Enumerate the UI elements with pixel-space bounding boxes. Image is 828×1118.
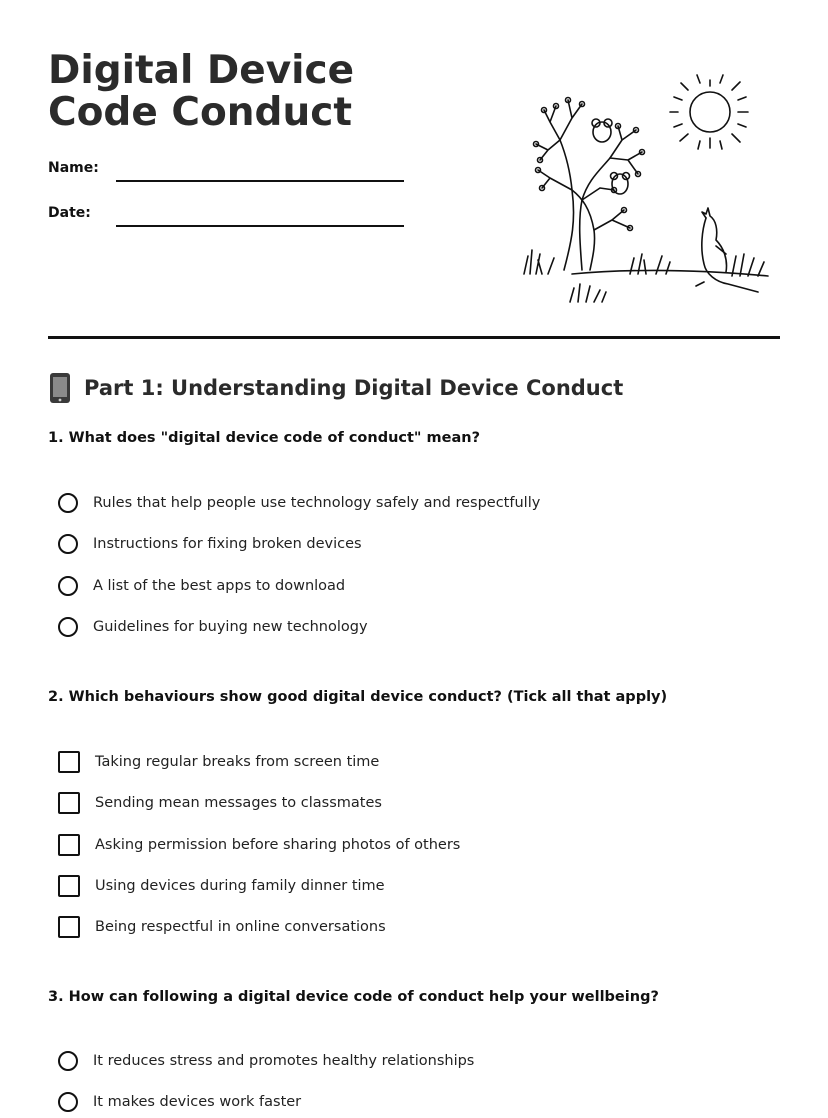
kangaroo-icon — [696, 208, 758, 292]
checkbox[interactable] — [58, 751, 80, 773]
option-label: Sending mean messages to classmates — [95, 795, 382, 811]
q3-option-1[interactable] — [58, 1048, 474, 1074]
sun-icon — [670, 75, 748, 149]
question-3: 3. How can following a digital device code of conduct help your wellbeing? — [48, 989, 659, 1005]
q1-option-3[interactable] — [58, 573, 345, 599]
part1-title: Part 1: Understanding Digital Device Conduct — [84, 376, 624, 400]
option-label: A list of the best apps to download — [93, 578, 346, 594]
name-field[interactable] — [116, 180, 404, 182]
option-label: It reduces stress and promotes healthy relationships — [93, 1053, 475, 1069]
option-label: Taking regular breaks from screen time — [95, 754, 380, 770]
section-divider — [48, 336, 780, 339]
grass-icon — [524, 250, 768, 302]
worksheet-title: Digital Device Code Conduct — [48, 48, 355, 135]
radio-button[interactable] — [58, 576, 78, 596]
option-label: Guidelines for buying new technology — [93, 619, 368, 635]
q1-option-2[interactable] — [58, 531, 362, 557]
q3-option-2[interactable] — [58, 1089, 301, 1115]
checkbox[interactable] — [58, 916, 80, 938]
option-label: It makes devices work faster — [93, 1094, 302, 1110]
question-1: 1. What does "digital device code of conduct" mean? — [48, 430, 480, 446]
q2-option-3[interactable] — [58, 832, 460, 858]
q2-option-4[interactable] — [58, 873, 385, 899]
question-2: 2. Which behaviours show good digital device conduct? (Tick all that apply) — [48, 689, 668, 705]
q2-option-5[interactable] — [58, 914, 386, 940]
part1-heading — [48, 372, 623, 404]
mobile-phone-icon — [48, 372, 72, 404]
checkbox[interactable] — [58, 792, 80, 814]
option-label: Rules that help people use technology safely and respectfully — [93, 495, 541, 511]
radio-button[interactable] — [58, 493, 78, 513]
q2-option-2[interactable] — [58, 790, 382, 816]
checkbox[interactable] — [58, 875, 80, 897]
radio-button[interactable] — [58, 534, 78, 554]
option-label: Being respectful in online conversations — [95, 919, 386, 935]
name-label: Name: — [48, 160, 99, 176]
date-field[interactable] — [116, 225, 404, 227]
option-label: Using devices during family dinner time — [95, 878, 385, 894]
australian-bush-illustration — [520, 70, 772, 306]
q2-option-1[interactable] — [58, 749, 379, 775]
date-label: Date: — [48, 205, 91, 221]
option-label: Asking permission before sharing photos of others — [95, 837, 461, 853]
radio-button[interactable] — [58, 617, 78, 637]
q1-option-1[interactable] — [58, 490, 540, 516]
radio-button[interactable] — [58, 1051, 78, 1071]
radio-button[interactable] — [58, 1092, 78, 1112]
checkbox[interactable] — [58, 834, 80, 856]
option-label: Instructions for fixing broken devices — [93, 536, 362, 552]
q1-option-4[interactable] — [58, 614, 368, 640]
